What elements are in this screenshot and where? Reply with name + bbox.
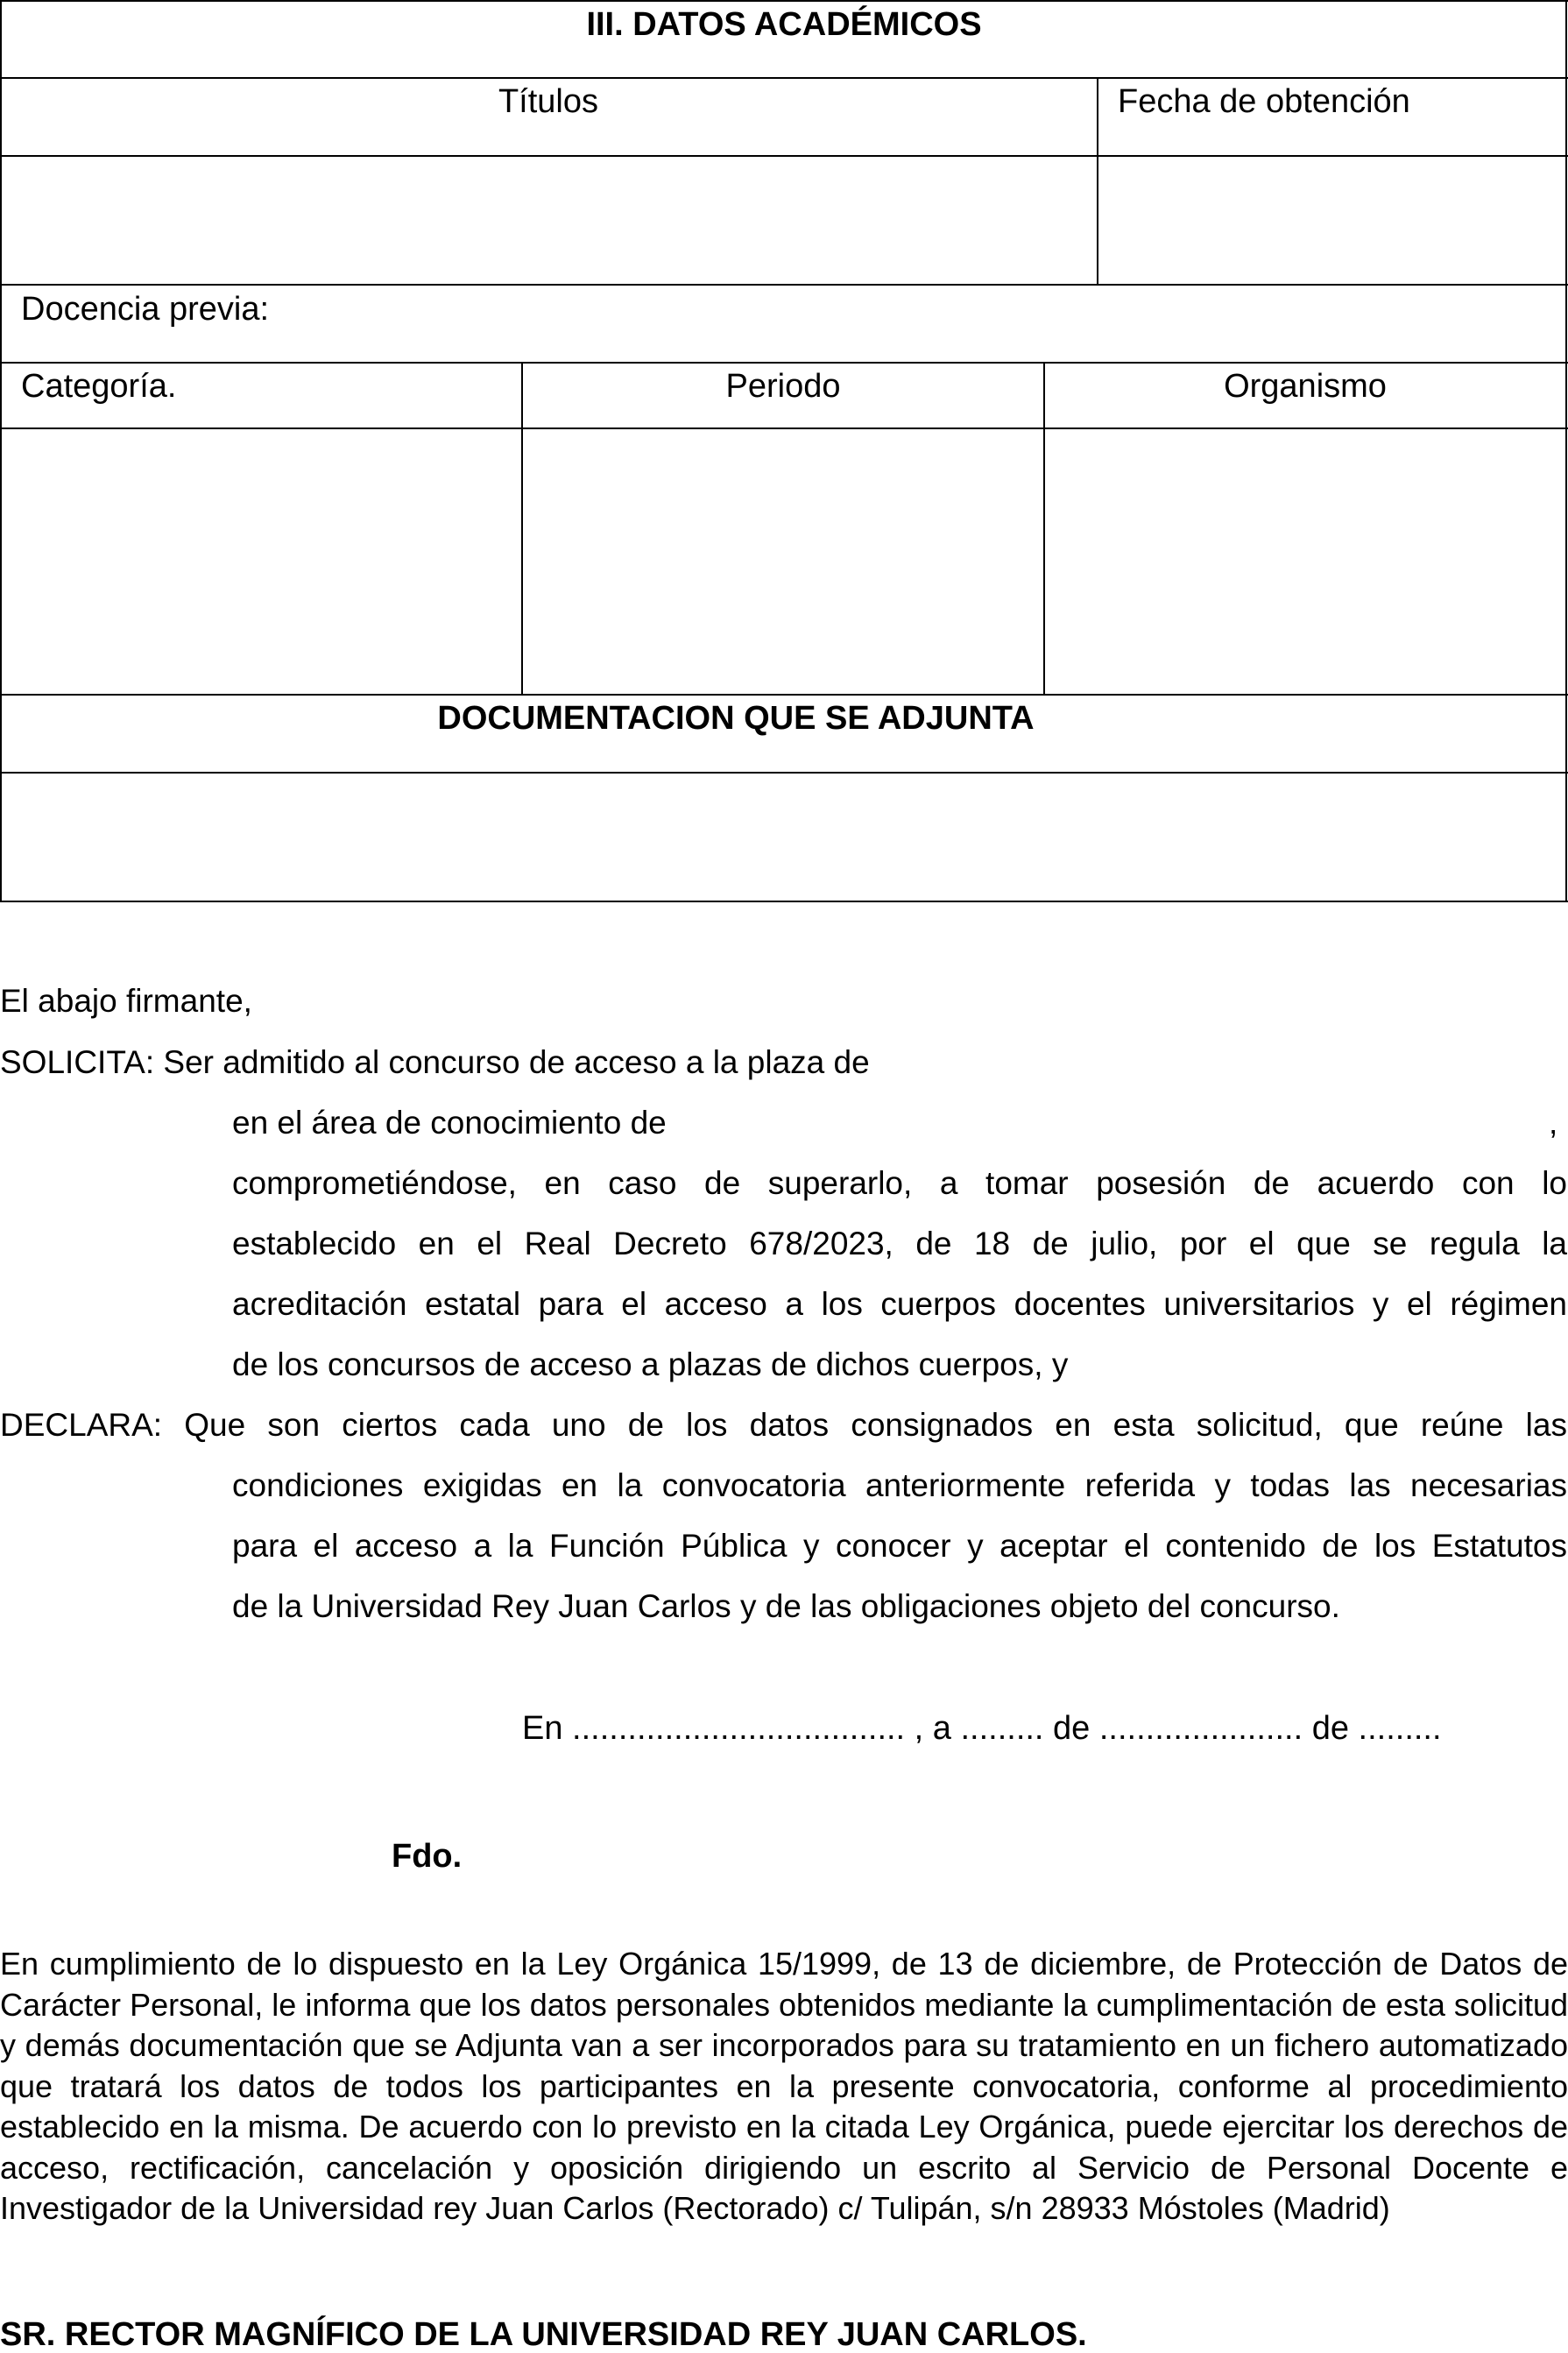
solicita-line-1: SOLICITA: Ser admitido al concurso de acceso a la plaza de	[0, 1044, 870, 1080]
addressee: SR. RECTOR MAGNÍFICO DE LA UNIVERSIDAD REY JUAN CARLOS.	[0, 2316, 1087, 2353]
firmante-text: El abajo firmante,	[0, 983, 252, 1019]
organismo-field[interactable]	[1045, 429, 1565, 694]
periodo-field[interactable]	[523, 429, 1043, 694]
section-title: III. DATOS ACADÉMICOS	[586, 6, 982, 43]
solicita-line-2: en el área de conocimiento de	[232, 1105, 667, 1141]
table-border-top	[0, 0, 1568, 2]
table-rule	[0, 284, 1568, 286]
solicita-line-6: de los concursos de acceso a plazas de dichos cuerpos, y	[232, 1346, 1069, 1382]
declara-line-1: DECLARA: Que son ciertos cada uno de los datos consignados en esta solicitud, que reúne las	[0, 1407, 1567, 1443]
solicita-line-4: establecido en el Real Decreto 678/2023, de 18 de julio, por el que se regula la	[232, 1226, 1567, 1261]
place-date-line: En .................................... , a ......... de ...................... de .........	[522, 1710, 1442, 1747]
table-rule	[0, 694, 1568, 696]
table-rule	[0, 901, 1568, 902]
solicita-line-3: comprometiéndose, en caso de superarlo, a tomar posesión de acuerdo con lo	[232, 1165, 1567, 1201]
col-header-fecha: Fecha de obtención	[1118, 83, 1410, 120]
solicita-line-5: acreditación estatal para el acceso a los cuerpos docentes universitarios y el régimen	[232, 1286, 1567, 1322]
table-rule	[0, 77, 1568, 79]
col-header-categoria: Categoría.	[21, 368, 177, 405]
signature-label: Fdo.	[392, 1838, 463, 1875]
categoria-field[interactable]	[2, 429, 521, 694]
col-header-titulos: Títulos	[498, 83, 599, 120]
declara-line-3: para el acceso a la Función Pública y conocer y aceptar el contenido de los Estatutos	[232, 1528, 1567, 1564]
titulos-field[interactable]	[2, 157, 1097, 284]
documentacion-title: DOCUMENTACION QUE SE ADJUNTA	[437, 700, 1035, 737]
table-rule	[0, 362, 1568, 364]
col-header-organismo: Organismo	[1224, 368, 1387, 405]
declara-line-2: condiciones exigidas en la convocatoria anteriormente referida y todas las necesarias	[232, 1467, 1567, 1503]
declara-line-4: de la Universidad Rey Juan Carlos y de las obligaciones objeto del concurso.	[232, 1588, 1340, 1624]
fecha-obtencion-field[interactable]	[1098, 157, 1565, 284]
data-protection-notice: En cumplimiento de lo dispuesto en la Ley Orgánica 15/1999, de 13 de diciembre, de Protección de Datos de Carácter Personal, le informa que los datos personales obtenidos mediante la cumplimentación de esta solicitud y demás documentación que se Adjunta van a ser incorporados para su tratamiento en un fichero automatizado que tratará los datos de todos los participantes en la presente convocatoria, conforme al procedimiento establecido en la misma. De acuerdo con lo previsto en la citada Ley Orgánica, puede ejercitar los derechos de acceso, rectificación, cancelación y oposición dirigiendo un escrito al Servicio de Personal Docente e Investigador de la Universidad rey Juan Carlos (Rectorado) c/ Tulipán, s/n 28933 Móstoles (Madrid)	[0, 1946, 1568, 2226]
solicita-comma: ,	[1549, 1105, 1558, 1141]
table-border-right	[1565, 0, 1567, 902]
col-header-periodo: Periodo	[725, 368, 841, 405]
docencia-previa-label: Docencia previa:	[21, 291, 270, 328]
documentacion-field[interactable]	[2, 774, 1565, 901]
